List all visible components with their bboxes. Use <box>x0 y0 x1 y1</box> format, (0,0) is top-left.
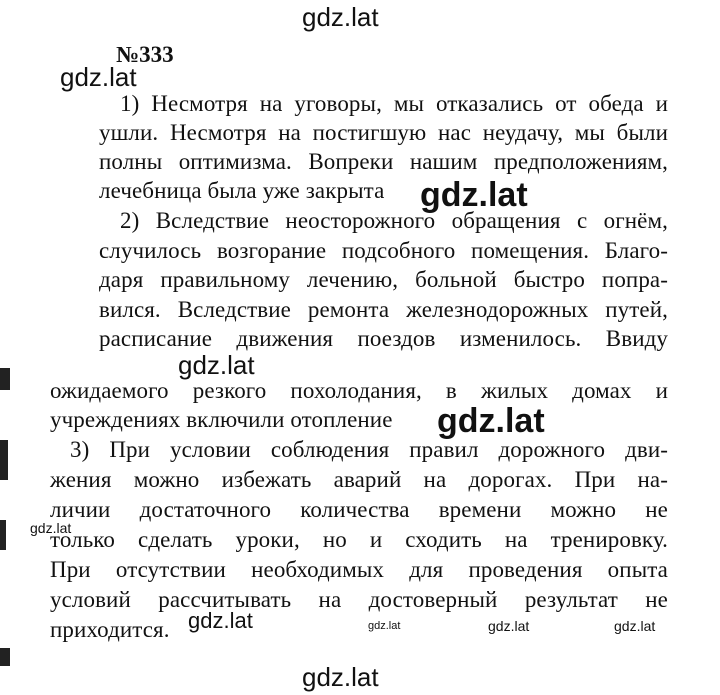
watermark: gdz.lat <box>420 176 528 214</box>
text-line: 3) При условии соблюдения правил дорожного дви- <box>70 437 668 462</box>
text-line: расписание движения поездов изменилось. Ввиду <box>99 326 668 351</box>
text-line: жения можно избежать аварий на дорогах. При на- <box>50 467 668 492</box>
watermark: gdz.lat <box>614 618 656 634</box>
text-line: вился. Вследствие ремонта железнодорожных путей, <box>99 297 668 322</box>
text-line: 2) Вследствие неосторожного обращения с огнём, <box>120 208 668 233</box>
text-line: приходится. <box>50 617 170 642</box>
watermark: gdz.lat <box>302 662 379 692</box>
text-line: ушли. Несмотря на постигшую нас неудачу, мы были <box>99 120 668 145</box>
watermark: gdz.lat <box>178 350 255 380</box>
text-line: личии достаточного количества времени можно не <box>50 497 668 522</box>
scan-edge-mark <box>0 648 10 666</box>
scan-edge-mark <box>0 368 10 390</box>
watermark: gdz.lat <box>302 2 379 32</box>
text-line: лечебница была уже закрыта <box>99 178 385 203</box>
watermark: gdz.lat <box>368 620 401 632</box>
scan-edge-mark <box>0 520 6 550</box>
text-line: случилось возгорание подсобного помещения. Благо- <box>99 238 668 263</box>
text-line: даря правильному лечению, больной быстро попра- <box>99 267 668 292</box>
watermark: gdz.lat <box>60 62 137 92</box>
exercise-number: №333 <box>116 42 174 67</box>
watermark: gdz.lat <box>437 402 545 440</box>
text-line: полны оптимизма. Вопреки нашим предположениям, <box>99 149 668 174</box>
watermark: gdz.lat <box>30 520 72 536</box>
text-line: учреждениях включили отопление <box>50 407 393 432</box>
text-line: При отсутствии необходимых для проведения опыта <box>50 557 668 582</box>
text-line: 1) Несмотря на уговоры, мы отказались от обеда и <box>120 91 668 116</box>
text-line: только сделать уроки, но и сходить на тренировку. <box>50 527 668 552</box>
text-line: ожидаемого резкого похолодания, в жилых домах и <box>50 378 668 403</box>
scan-edge-mark <box>0 440 8 480</box>
text-line: условий рассчитывать на достоверный результат не <box>50 587 668 612</box>
watermark: gdz.lat <box>188 608 253 633</box>
watermark: gdz.lat <box>488 618 530 634</box>
